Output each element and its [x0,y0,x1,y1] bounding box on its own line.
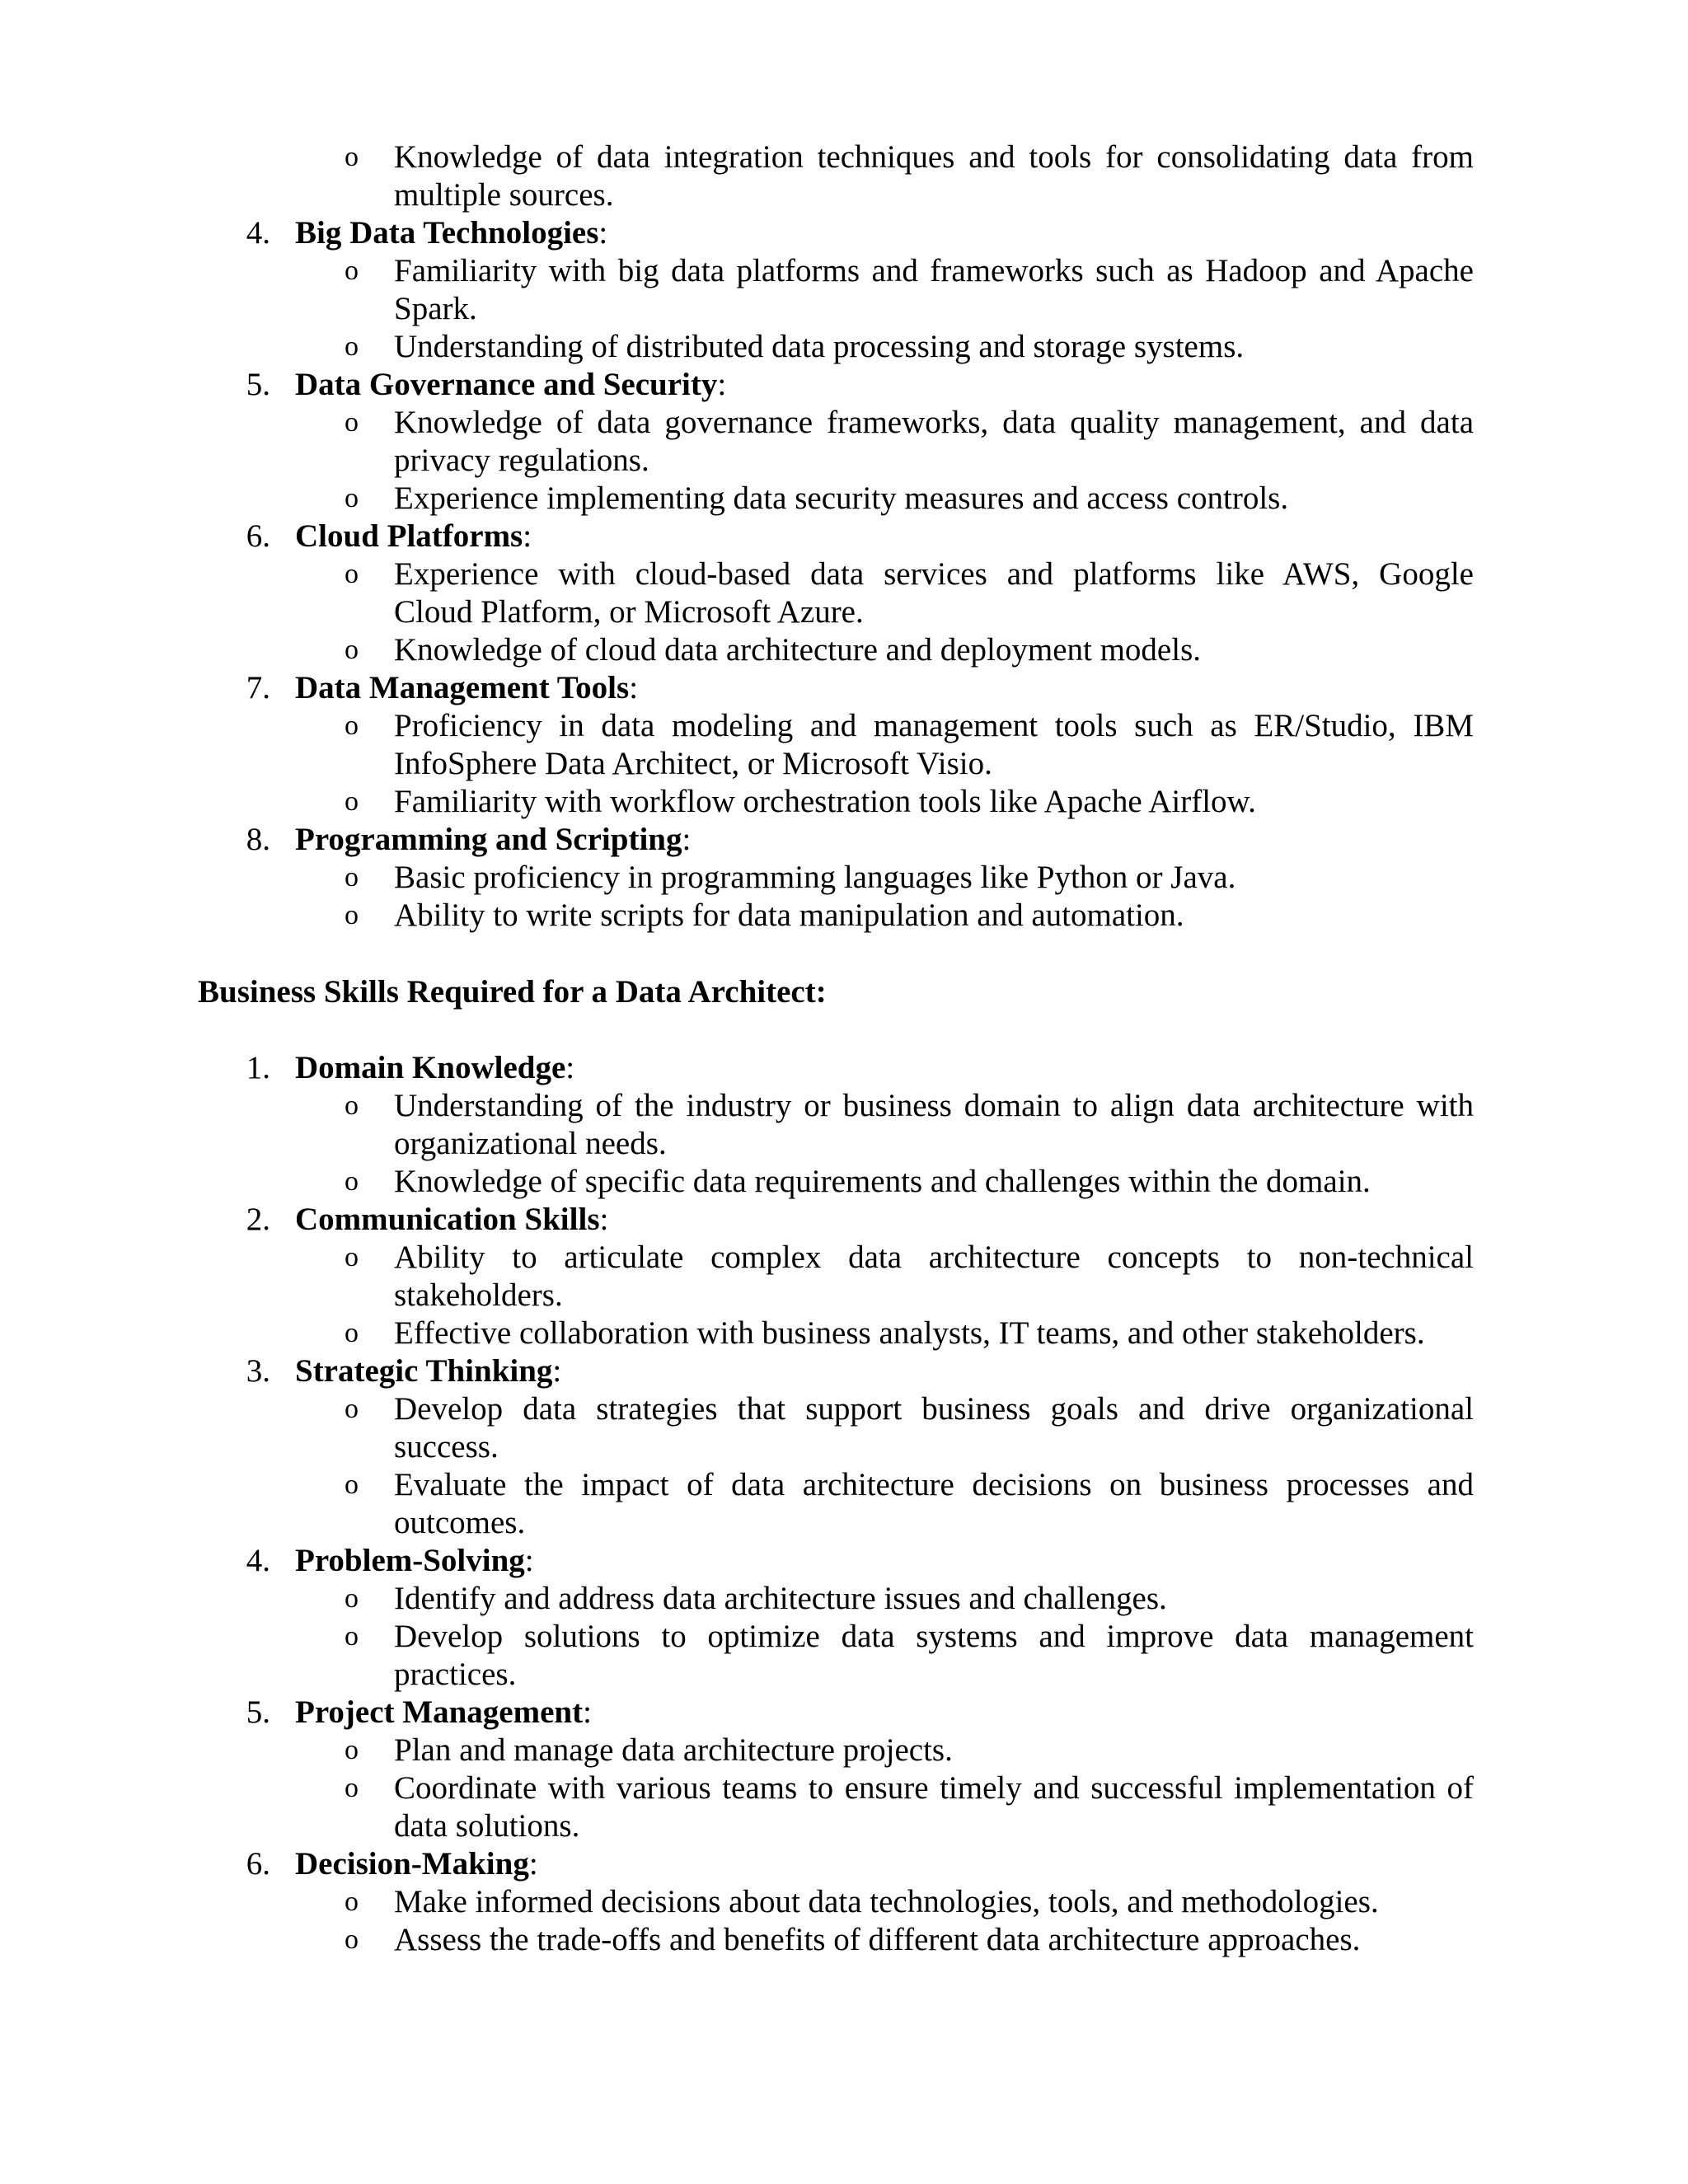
list-item-text: Develop data strategies that support business goals and drive organizational [394,1391,1474,1427]
list-item-text: Experience implementing data security measures and access controls. [394,480,1289,516]
list-heading-text: Strategic Thinking [295,1353,553,1389]
list-item-text: Experience with cloud-based data services and platforms like AWS, Google [394,556,1474,592]
bullet-marker: o [345,142,359,172]
bullet-marker: o [345,1924,359,1955]
bullet-marker: o [345,635,359,665]
list-item-text-continued: Spark. [394,291,477,326]
list-item-text-continued: Cloud Platform, or Microsoft Azure. [394,594,864,630]
bullet-marker: o [345,1469,359,1500]
list-heading-text: Big Data Technologies [295,215,599,251]
heading-colon: : [629,670,639,705]
list-heading [295,669,638,707]
heading-colon: : [583,1694,592,1730]
list-item-text: Basic proficiency in programming languages like Python or Java. [394,860,1236,895]
list-heading [295,1352,561,1390]
list-number: 4. [246,1543,270,1578]
bullet-marker: o [345,483,359,513]
list-item-text: Understanding of the industry or business domain to align data architecture with [394,1088,1474,1123]
list-heading-text: Problem-Solving [295,1543,525,1578]
bullet-marker: o [345,1886,359,1917]
list-number: 3. [246,1353,270,1389]
bullet-marker: o [345,255,359,286]
bullet-marker: o [345,331,359,362]
heading-colon: : [552,1353,562,1389]
bullet-marker: o [345,1773,359,1803]
list-item-text-continued: data solutions. [394,1808,580,1844]
list-item-text: Knowledge of specific data requirements and challenges within the domain. [394,1164,1371,1199]
list-item-text: Proficiency in data modeling and management tools such as ER/Studio, IBM [394,708,1474,743]
list-item-text: Knowledge of data integration techniques and tools for consolidating data from [394,139,1474,175]
heading-colon: : [682,822,692,857]
list-item-text: Identify and address data architecture issues and challenges. [394,1581,1167,1616]
bullet-marker: o [345,710,359,741]
list-number: 7. [246,670,270,705]
list-number: 8. [246,822,270,857]
list-heading [295,1845,538,1883]
list-heading-text: Communication Skills [295,1202,600,1237]
bullet-marker: o [345,900,359,930]
list-heading-text: Decision-Making [295,1846,529,1882]
bullet-marker: o [345,407,359,438]
heading-colon: : [565,1050,575,1085]
list-heading-text: Data Management Tools [295,670,630,705]
list-number: 4. [246,215,270,251]
list-heading [295,1201,608,1239]
list-heading [295,1542,534,1580]
heading-colon: : [717,367,727,402]
list-item-text-continued: success. [394,1429,499,1465]
list-heading [295,214,607,252]
section-heading: Business Skills Required for a Data Architect: [198,974,827,1010]
list-number: 6. [246,1846,270,1882]
list-heading [295,1049,574,1087]
bullet-marker: o [345,1583,359,1614]
list-item-text-continued: organizational needs. [394,1126,667,1161]
list-item-text: Ability to articulate complex data architecture concepts to non-technical [394,1240,1474,1275]
list-item-text-continued: stakeholders. [394,1277,563,1313]
list-item-text: Coordinate with various teams to ensure timely and successful implementation of [394,1770,1474,1806]
list-item-text: Develop solutions to optimize data systems and improve data management [394,1619,1474,1654]
list-item-text: Evaluate the impact of data architecture decisions on business processes and [394,1467,1474,1502]
list-heading [295,518,532,555]
list-heading-text: Project Management [295,1694,584,1730]
list-item-text-continued: privacy regulations. [394,443,649,478]
list-heading [295,366,726,404]
bullet-marker: o [345,559,359,589]
list-item-text-continued: multiple sources. [394,177,614,213]
list-item-text: Make informed decisions about data technologies, tools, and methodologies. [394,1884,1379,1919]
list-item-text: Knowledge of cloud data architecture and deployment models. [394,632,1201,668]
list-item-text: Knowledge of data governance frameworks, data quality management, and data [394,405,1474,440]
list-item-text-continued: practices. [394,1657,517,1692]
bullet-marker: o [345,1735,359,1765]
bullet-marker: o [345,1318,359,1348]
list-item-text-continued: outcomes. [394,1505,526,1540]
list-heading-text: Cloud Platforms [295,518,523,554]
bullet-marker: o [345,1394,359,1424]
list-heading-text: Data Governance and Security [295,367,718,402]
bullet-marker: o [345,862,359,893]
list-heading-text: Domain Knowledge [295,1050,566,1085]
list-number: 1. [246,1050,270,1085]
list-item-text: Familiarity with big data platforms and frameworks such as Hadoop and Apache [394,253,1474,288]
list-heading-text: Programming and Scripting [295,822,682,857]
list-item-text: Effective collaboration with business analysts, IT teams, and other stakeholders. [394,1315,1425,1351]
list-number: 6. [246,518,270,554]
list-item-text-continued: InfoSphere Data Architect, or Microsoft Visio. [394,746,992,781]
heading-colon: : [599,1202,609,1237]
heading-colon: : [523,518,532,554]
list-item-text: Plan and manage data architecture projects. [394,1732,953,1768]
list-item-text: Familiarity with workflow orchestration tools like Apache Airflow. [394,784,1256,819]
bullet-marker: o [345,1090,359,1121]
list-number: 5. [246,1694,270,1730]
list-item-text: Ability to write scripts for data manipulation and automation. [394,898,1184,933]
bullet-marker: o [345,1621,359,1652]
list-heading [295,1694,592,1732]
list-number: 5. [246,367,270,402]
list-number: 2. [246,1202,270,1237]
bullet-marker: o [345,1242,359,1272]
list-heading [295,821,691,859]
bullet-marker: o [345,786,359,817]
bullet-marker: o [345,1166,359,1197]
heading-colon: : [528,1846,538,1882]
heading-colon: : [598,215,608,251]
list-item-text: Understanding of distributed data processing and storage systems. [394,329,1245,364]
list-item-text: Assess the trade-offs and benefits of different data architecture approaches. [394,1922,1361,1957]
heading-colon: : [524,1543,534,1578]
